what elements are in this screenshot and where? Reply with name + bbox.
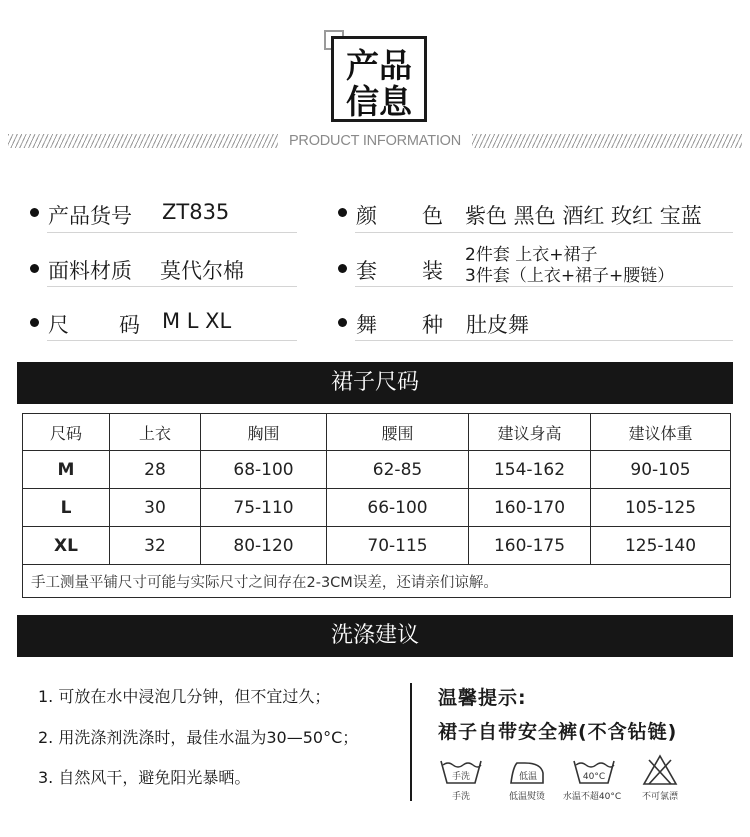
wash-item-2: 2. 用洗涤剂洗涤时，最佳水温为30—50°C；: [38, 728, 359, 747]
spec-set-value-line2: 3件套（上衣+裙子+腰链）: [465, 266, 675, 286]
tip-text: 裙子自带安全裤(不含钻链): [438, 721, 678, 743]
size-table: [22, 413, 731, 598]
care-caption: 手洗: [451, 792, 470, 802]
table-cell: 62-85: [327, 451, 469, 489]
table-cell: 32: [110, 527, 201, 565]
no-bleach-icon: [642, 754, 678, 786]
table-cell: 90-105: [591, 451, 731, 489]
size-table-header: [23, 414, 731, 451]
spec-underline: [355, 232, 733, 233]
divider-hatch-left: [8, 134, 278, 148]
table-cell: 30: [110, 489, 201, 527]
spec-set-label-b: 装: [422, 259, 443, 283]
product-information-label: PRODUCT INFORMATION: [288, 133, 462, 149]
table-row: [23, 527, 731, 565]
header-title-line1: 产品: [346, 46, 412, 85]
table-cell: 68-100: [201, 451, 327, 489]
tip-title: 温馨提示:: [438, 687, 527, 709]
size-cell: L: [23, 489, 110, 527]
table-cell: 160-175: [469, 527, 591, 565]
divider-hatch-right: [472, 134, 742, 148]
bullet-icon: [30, 264, 39, 273]
spec-set-label-a: 套: [356, 259, 377, 283]
spec-color-value: 紫色 黑色 酒红 玫红 宝蓝: [465, 204, 702, 228]
spec-dance-label-a: 舞: [356, 313, 377, 337]
table-cell: 70-115: [327, 527, 469, 565]
wash-item-1: 1. 可放在水中浸泡几分钟，但不宜过久；: [38, 687, 331, 706]
table-cell: 160-170: [469, 489, 591, 527]
table-cell: 125-140: [591, 527, 731, 565]
size-cell: M: [23, 451, 110, 489]
header-cell-weight: 建议体重: [591, 414, 731, 451]
header-title-line2: 信息: [346, 82, 412, 121]
spec-dance-value: 肚皮舞: [466, 313, 529, 337]
wash-item-3: 3. 自然风干，避免阳光暴晒。: [38, 768, 251, 787]
table-row: [23, 451, 731, 489]
header-cell-waist: 腰围: [327, 414, 469, 451]
spec-item-no-value: ZT835: [162, 200, 230, 224]
low-iron-symbol-text: 低温: [518, 772, 538, 782]
spec-material-value: 莫代尔棉: [160, 259, 244, 283]
water-temp-icon: [572, 755, 616, 787]
header-cell-size: 尺码: [23, 414, 110, 451]
care-caption: 低温熨烫: [508, 792, 545, 802]
care-caption: 水温不超40°C: [562, 792, 622, 802]
size-table-note-row: [23, 565, 731, 598]
table-cell: 75-110: [201, 489, 327, 527]
spec-underline: [47, 286, 297, 287]
spec-underline: [355, 340, 733, 341]
spec-size-value: M L XL: [162, 309, 232, 333]
spec-set-value-line1: 2件套 上衣+裙子: [465, 245, 598, 265]
spec-color-label-b: 色: [422, 204, 443, 228]
table-cell: 105-125: [591, 489, 731, 527]
spec-item-no-label: 产品货号: [48, 204, 132, 228]
spec-material-label: 面料材质: [48, 259, 132, 283]
table-row: [23, 489, 731, 527]
size-cell: XL: [23, 527, 110, 565]
care-caption: 不可氯漂: [641, 792, 678, 802]
spec-underline: [47, 340, 297, 341]
header-cell-height: 建议身高: [469, 414, 591, 451]
bullet-icon: [338, 264, 347, 273]
spec-dance-label-b: 种: [422, 313, 443, 337]
bullet-icon: [338, 208, 347, 217]
spec-underline: [355, 286, 733, 287]
spec-size-label-b: 码: [119, 313, 140, 337]
header-cell-top: 上衣: [110, 414, 201, 451]
low-iron-icon: [505, 757, 549, 787]
water-temp-symbol-text: 40°C: [582, 772, 606, 782]
bullet-icon: [30, 208, 39, 217]
spec-underline: [47, 232, 297, 233]
bullet-icon: [30, 318, 39, 327]
spec-size-label-a: 尺: [48, 313, 69, 337]
hand-wash-icon: [439, 755, 483, 787]
size-section-title: 裙子尺码: [17, 362, 733, 404]
size-table-note: 手工测量平铺尺寸可能与实际尺寸之间存在2-3CM误差，还请亲们谅解。: [23, 565, 731, 598]
header-cell-bust: 胸围: [201, 414, 327, 451]
wash-section-title: 洗涤建议: [17, 615, 733, 657]
table-cell: 80-120: [201, 527, 327, 565]
hand-wash-symbol-text: 手洗: [451, 772, 471, 782]
bullet-icon: [338, 318, 347, 327]
table-cell: 154-162: [469, 451, 591, 489]
wash-divider-line: [410, 683, 412, 801]
spec-color-label-a: 颜: [356, 204, 377, 228]
table-cell: 66-100: [327, 489, 469, 527]
table-cell: 28: [110, 451, 201, 489]
